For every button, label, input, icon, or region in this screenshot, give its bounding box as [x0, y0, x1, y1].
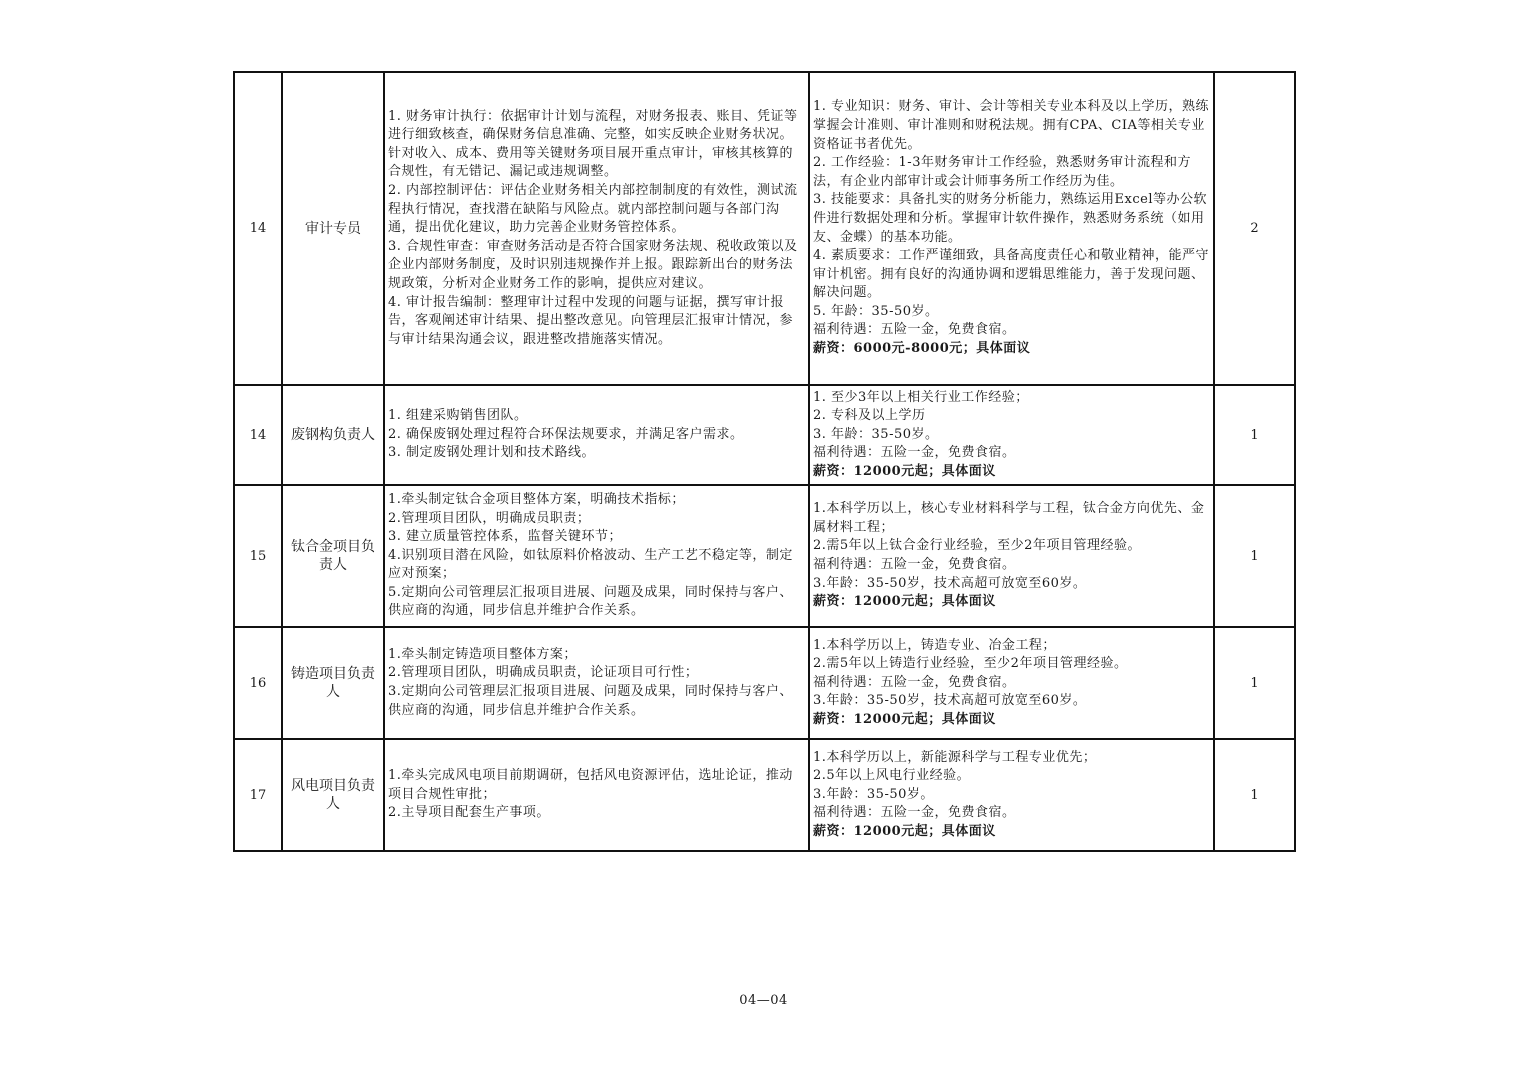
- duty-item: 4.识别项目潜在风险，如钛原料价格波动、生产工艺不稳定等，制定应对预案；: [388, 547, 793, 582]
- job-requirements: [809, 739, 1214, 851]
- requirement-item: 3. 年龄：35-50岁。: [813, 426, 939, 442]
- duty-item: 2.主导项目配套生产事项。: [388, 805, 550, 821]
- requirement-item: 2.需5年以上铸造行业经验，至少2年项目管理经验。: [813, 656, 1128, 672]
- job-requirements: [809, 485, 1214, 627]
- duty-item: 2.管理项目团队，明确成员职责，论证项目可行性；: [388, 665, 699, 681]
- salary-text: 薪资：12000元起；具体面议: [813, 463, 996, 479]
- salary-text: 薪资：12000元起；具体面议: [813, 711, 996, 727]
- duty-item: 1. 组建采购销售团队。: [388, 408, 528, 424]
- table-row: [234, 739, 1295, 851]
- requirement-item: 3.年龄：35-50岁，技术高超可放宽至60岁。: [813, 575, 1087, 591]
- requirement-item: 1. 专业知识：财务、审计、会计等相关专业本科及以上学历，熟练掌握会计准则、审计准则和财税法规。拥有CPA、CIA等相关专业资格证书者优先。: [813, 99, 1210, 152]
- duty-item: 3.定期向公司管理层汇报项目进展、问题及成果，同时保持与客户、供应商的沟通，同步信息并维护合作关系。: [388, 684, 793, 718]
- job-table: [233, 71, 1296, 852]
- requirement-item: 福利待遇：五险一金，免费食宿。: [813, 805, 1016, 821]
- duty-item: 1.牵头制定铸造项目整体方案；: [388, 646, 577, 662]
- duty-item: 2.管理项目团队，明确成员职责；: [388, 510, 591, 526]
- job-requirements: [809, 72, 1214, 385]
- salary-text: 薪资：12000元起；具体面议: [813, 594, 996, 610]
- table-row: [234, 72, 1295, 385]
- duty-item: 4. 审计报告编制：整理审计过程中发现的问题与证据，撰写审计报告，客观阐述审计结果、提出整改意见。向管理层汇报审计情况，参与审计结果沟通会议，跟进整改措施落实情况。: [388, 294, 794, 347]
- row-number: 15: [234, 485, 282, 627]
- salary-text: 薪资：6000元-8000元；具体面议: [813, 341, 1031, 357]
- requirement-item: 2.5年以上风电行业经验。: [813, 768, 971, 784]
- headcount: 2: [1214, 72, 1295, 385]
- job-requirements: [809, 627, 1214, 739]
- duty-item: 5.定期向公司管理层汇报项目进展、问题及成果，同时保持与客户、供应商的沟通，同步信息并维护合作关系。: [388, 584, 793, 619]
- requirement-item: 1. 至少3年以上相关行业工作经验；: [813, 389, 1029, 405]
- requirement-item: 2.需5年以上钛合金行业经验，至少2年项目管理经验。: [813, 538, 1141, 554]
- requirement-item: 2. 工作经验：1-3年财务审计工作经验，熟悉财务审计流程和方法，有企业内部审计或会计师事务所工作经历为佳。: [813, 155, 1191, 189]
- table-row: [234, 485, 1295, 627]
- requirement-item: 3.年龄：35-50岁，技术高超可放宽至60岁。: [813, 693, 1087, 709]
- job-duties: [384, 739, 809, 851]
- job-title: 废钢构负责人: [282, 385, 384, 485]
- requirement-item: 福利待遇：五险一金，免费食宿。: [813, 445, 1016, 461]
- headcount: 1: [1214, 385, 1295, 485]
- requirement-item: 1.本科学历以上，新能源科学与工程专业优先；: [813, 749, 1097, 765]
- requirement-item: 4. 素质要求：工作严谨细致，具备高度责任心和敬业精神，能严守审计机密。拥有良好的沟通协调和逻辑思维能力，善于发现问题、解决问题。: [813, 248, 1210, 301]
- requirement-item: 5. 年龄：35-50岁。: [813, 303, 939, 319]
- duty-item: 1.牵头制定钛合金项目整体方案，明确技术指标；: [388, 491, 685, 507]
- row-number: 14: [234, 72, 282, 385]
- row-number: 17: [234, 739, 282, 851]
- salary-text: 薪资：12000元起；具体面议: [813, 823, 996, 839]
- requirement-item: 3. 技能要求：具备扎实的财务分析能力，熟练运用Excel等办公软件进行数据处理和分析。掌握审计软件操作，熟悉财务系统（如用友、金蝶）的基本功能。: [813, 192, 1207, 245]
- duty-item: 1.牵头完成风电项目前期调研，包括风电资源评估，选址论证，推动项目合规性审批；: [388, 768, 793, 802]
- duty-item: 3. 制定废钢处理计划和技术路线。: [388, 445, 596, 461]
- job-duties: [384, 485, 809, 627]
- job-title: 铸造项目负责人: [282, 627, 384, 739]
- headcount: 1: [1214, 739, 1295, 851]
- duty-item: 1. 财务审计执行：依据审计计划与流程，对财务报表、账目、凭证等进行细致核查，确保财务信息准确、完整，如实反映企业财务状况。针对收入、成本、费用等关键财务项目展开重点审计，审核其核算的合规性，有无错记、漏记或违规调整。: [388, 108, 798, 180]
- row-number: 16: [234, 627, 282, 739]
- requirement-item: 福利待遇：五险一金，免费食宿。: [813, 322, 1016, 338]
- duty-item: 2. 内部控制评估：评估企业财务相关内部控制制度的有效性，测试流程执行情况，查找潜在缺陷与风险点。就内部控制问题与各部门沟通，提出优化建议，助力完善企业财务管控体系。: [388, 183, 798, 236]
- requirement-item: 3.年龄：35-50岁。: [813, 786, 934, 802]
- row-number: 14: [234, 385, 282, 485]
- job-requirements: [809, 385, 1214, 485]
- duty-item: 2. 确保废钢处理过程符合环保法规要求，并满足客户需求。: [388, 426, 744, 442]
- duty-item: 3. 建立质量管控体系，监督关键环节；: [388, 529, 623, 545]
- job-duties: [384, 627, 809, 739]
- duty-item: 3. 合规性审查：审查财务活动是否符合国家财务法规、税收政策以及企业内部财务制度，及时识别违规操作并上报。跟踪新出台的财务法规政策，分析对企业财务工作的影响，提供应对建议。: [388, 238, 798, 291]
- job-title: 钛合金项目负责人: [282, 485, 384, 627]
- job-duties: [384, 385, 809, 485]
- requirement-item: 2. 专科及以上学历: [813, 408, 926, 424]
- requirement-item: 1.本科学历以上，核心专业材料科学与工程，钛合金方向优先、金属材料工程；: [813, 501, 1205, 535]
- table-row: [234, 627, 1295, 739]
- table-row: [234, 385, 1295, 485]
- job-title: 风电项目负责人: [282, 739, 384, 851]
- job-duties: [384, 72, 809, 385]
- job-title: 审计专员: [282, 72, 384, 385]
- headcount: 1: [1214, 485, 1295, 627]
- page-number: 04—04: [739, 993, 788, 1008]
- requirement-item: 1.本科学历以上，铸造专业、冶金工程；: [813, 637, 1056, 653]
- requirement-item: 福利待遇：五险一金，免费食宿。: [813, 557, 1016, 572]
- headcount: 1: [1214, 627, 1295, 739]
- requirement-item: 福利待遇：五险一金，免费食宿。: [813, 674, 1016, 690]
